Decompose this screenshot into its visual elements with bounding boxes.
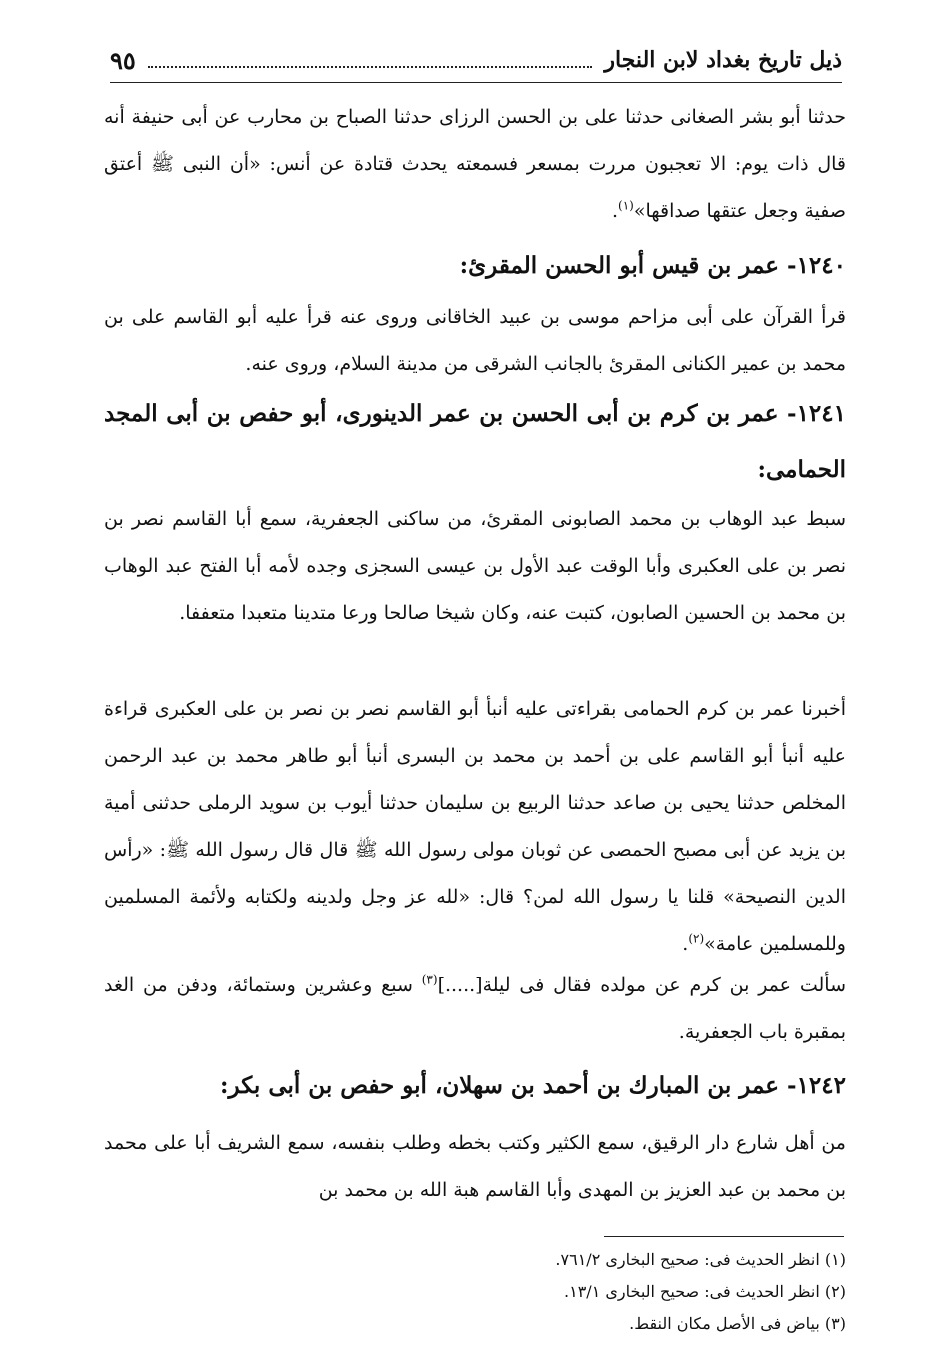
paragraph-text: سبع وعشرين وستمائة، ودفن من الغد بمقبرة باب الجعفرية. (104, 974, 846, 1043)
entry-heading-1242: ١٢٤٢- عمر بن المبارك بن أحمد بن سهلان، أبو حفص بن أبى بكر: (220, 1072, 846, 1099)
footnote-2: (٢) انظر الحديث فى: صحيح البخارى ١٣/١. (564, 1282, 846, 1301)
footnote-1: (١) انظر الحديث فى: صحيح البخارى ٧٦١/٢. (555, 1250, 846, 1269)
entry-heading-1240: ١٢٤٠- عمر بن قيس أبو الحسن المقرئ: (459, 252, 846, 279)
page-number: ٩٥ (110, 45, 136, 75)
paragraph-end: . (611, 200, 619, 222)
running-header (110, 38, 842, 83)
footnote-ref-3: (٣) (421, 972, 438, 987)
paragraph-entry-1241-bio: سبط عبد الوهاب بن محمد الصابونى المقرئ، من ساكنى الجعفرية، سمع أبا القاسم نصر بن نصر بن على العكبرى وأبا الوقت عبد الأول بن عيسى السجزى وجده لأمه أبا الفتح عبد الوهاب بن محمد بن الحسين الصابون، كتبت عنه، وكان شيخا صالحا ورعا متدينا متعبدا متعففا. (104, 508, 846, 624)
footnote-3: (٣) بياض فى الأصل مكان النقط. (629, 1314, 846, 1333)
paragraph-entry-1242: من أهل شارع دار الرقيق، سمع الكثير وكتب بخطه وطلب بنفسه، سمع الشريف أبا على محمد بن محمد بن عبد العزيز بن المهدى وأبا القاسم هبة الله بن محمد بن (104, 1132, 846, 1201)
footnote-separator (604, 1236, 844, 1237)
footnote-ref-1: (١) (618, 198, 634, 213)
paragraph-entry-1240: قرأ القرآن على أبى مزاحم موسى بن عبيد الخاقانى وروى عنه قرأ عليه أبو القاسم على بن محمد بن عمير الكنانى المقرئ بالجانب الشرقى من مدينة السلام، وروى عنه. (104, 306, 846, 375)
paragraph-hadith-saffiya (104, 94, 846, 235)
footnotes (104, 1244, 846, 1340)
paragraph-end: . (682, 933, 689, 955)
paragraph-text: سألت عمر بن كرم عن مولده فقال فى ليلة[.....] (437, 974, 846, 996)
paragraph-text: حدثنا أبو بشر الصغانى حدثنا على بن الحسن الرزاى حدثنا الصباح بن محارب عن أبى حنيفة أنه قال ذات يوم: الا تعجبون مررت بمسعر فسمعته يحدث قتادة عن أنس: «أن النبى ﷺ أعتق صفية وجعل عتقها صداقها» (104, 106, 846, 222)
header-dot-leader (148, 52, 593, 68)
footnote-ref-2: (٢) (688, 931, 705, 946)
paragraph-text: أخبرنا عمر بن كرم الحمامى بقراءتى عليه أنبأ أبو القاسم نصر بن نصر بن على العكبرى قراءة عليه أنبأ أبو القاسم على بن أحمد بن محمد بن البسرى أنبأ أبو طاهر محمد بن عبد الرحمن المخلص حدثنا يحيى بن صاعد حدثنا الربيع بن سليمان حدثنا أيوب بن سويد الرملى حدثنى أمية بن يزيد عن أبى مصبح الحمصى عن ثوبان مولى رسول الله ﷺ قال قال رسول الله ﷺ: «رأس الدين النصيحة» قلنا يا رسول الله لمن؟ قال: «لله عز وجل ولدينه ولكتابه ولأئمة المسلمين وللمسلمين عامة» (104, 698, 846, 955)
entry-heading-1241: ١٢٤١- عمر بن كرم بن أبى الحسن بن عمر الدينورى، أبو حفص بن أبى المجد الحمامى: (104, 400, 846, 483)
paragraph-entry-1241-death (104, 962, 846, 1056)
book-title: ذيل تاريخ بغداد لابن النجار (604, 47, 842, 73)
paragraph-entry-1241-hadith (104, 686, 846, 968)
